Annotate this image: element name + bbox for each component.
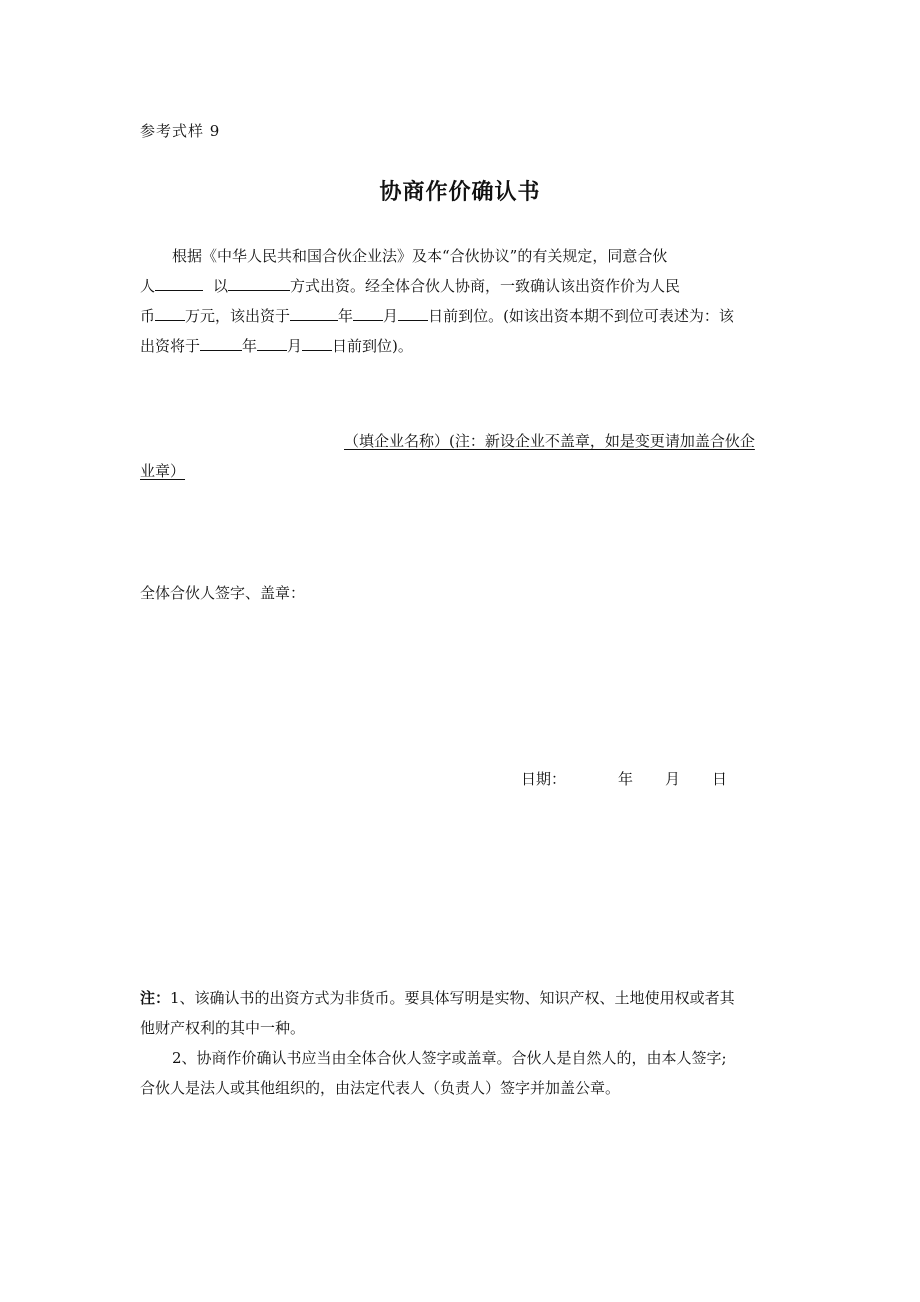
alt-year-blank[interactable] xyxy=(200,334,242,351)
day-blank[interactable] xyxy=(398,304,428,321)
body-text: 人 xyxy=(140,277,156,295)
body-text: 币 xyxy=(140,307,156,325)
body-text: 方式出资。经全体合伙人协商，一致确认该出资作价为人民 xyxy=(290,277,681,295)
body-text: 月 xyxy=(287,337,303,355)
body-text: 以 xyxy=(213,277,229,295)
body-text: 日前到位)。 xyxy=(332,337,413,355)
note-2-line-1: 2、协商作价确认书应当由全体合伙人签字或盖章。合伙人是自然人的，由本人签字; xyxy=(172,1049,727,1067)
note-2-line-2: 合伙人是法人或其他组织的，由法定代表人（负责人）签字并加盖公章。 xyxy=(140,1079,621,1097)
note-text: 1、该确认书的出资方式为非货币。要具体写明是实物、知识产权、土地使用权或者其 xyxy=(170,989,735,1007)
date-year: 年 xyxy=(618,770,634,788)
notes-prefix: 注： xyxy=(140,989,171,1007)
signature-label: 全体合伙人签字、盖章： xyxy=(140,584,306,602)
company-line-1 xyxy=(140,426,790,456)
body-text: 年 xyxy=(242,337,258,355)
company-note: （填企业名称）(注：新设企业不盖章，如是变更请加盖合伙企 xyxy=(344,432,755,450)
body-text: 万元，该出资于 xyxy=(185,307,291,325)
alt-day-blank[interactable] xyxy=(302,334,332,351)
body-line-4 xyxy=(140,331,790,361)
body-line-1: 根据《中华人民共和国合伙企业法》及本“合伙协议”的有关规定，同意合伙 xyxy=(172,247,668,265)
date-day: 日 xyxy=(712,770,728,788)
sample-label: 参考式样 9 xyxy=(140,122,221,140)
amount-blank[interactable] xyxy=(155,304,185,321)
body-paragraph xyxy=(140,241,790,361)
date-label: 日期： xyxy=(521,770,567,788)
partner-name-blank[interactable] xyxy=(155,274,203,291)
note-1-line-1 xyxy=(140,983,790,1013)
date-month: 月 xyxy=(665,770,681,788)
body-text: 日前到位。(如该出资本期不到位可表述为：该 xyxy=(428,307,734,325)
body-line-3 xyxy=(140,301,790,331)
year-blank[interactable] xyxy=(290,304,338,321)
body-line-2 xyxy=(140,271,790,301)
body-text: 月 xyxy=(383,307,399,325)
company-line-2: 业章） xyxy=(140,462,186,480)
contribution-method-blank[interactable] xyxy=(228,274,290,291)
company-name-block xyxy=(140,426,790,486)
date-line xyxy=(521,768,727,789)
body-text: 出资将于 xyxy=(140,337,201,355)
notes-block xyxy=(140,983,790,1103)
body-text: 年 xyxy=(338,307,354,325)
note-1-line-2: 他财产权利的其中一种。 xyxy=(140,1019,306,1037)
document-title: 协商作价确认书 xyxy=(379,180,541,205)
alt-month-blank[interactable] xyxy=(257,334,287,351)
month-blank[interactable] xyxy=(353,304,383,321)
